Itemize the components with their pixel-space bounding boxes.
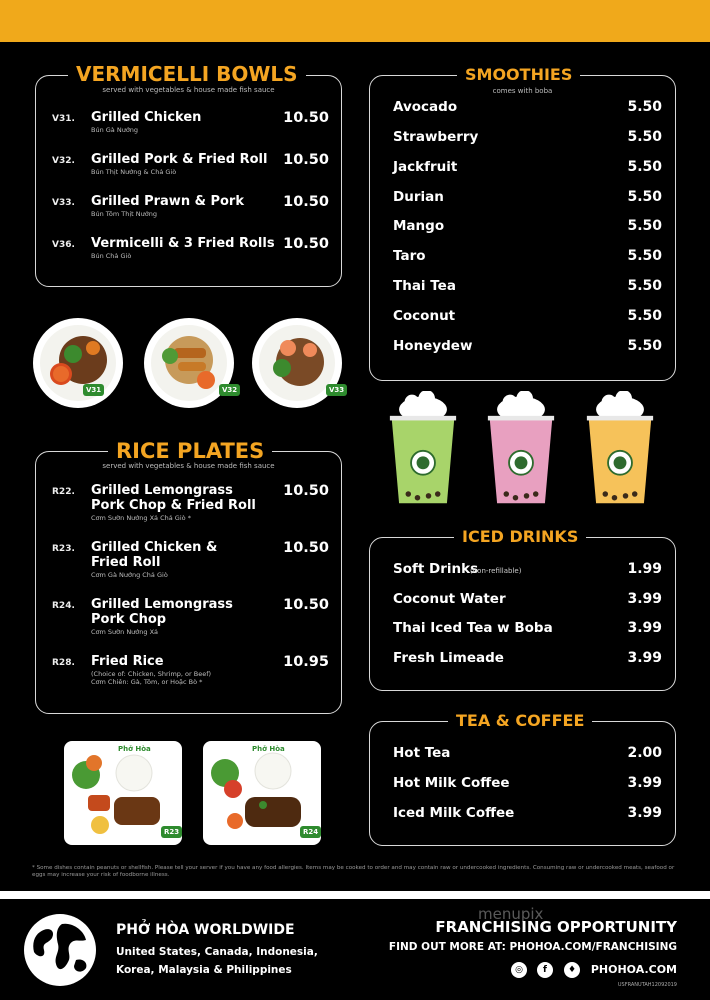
item-name: Grilled Lemongrass [91, 597, 233, 612]
footer-brand: PHỞ HÒA WORLDWIDE [116, 922, 295, 938]
iced-item-fresh-limeade[interactable] [369, 650, 676, 670]
vermicelli-panel [35, 62, 342, 287]
item-name: Grilled Pork & Fried Roll [91, 152, 268, 167]
tea-item-iced-milk-coffee[interactable] [369, 805, 676, 825]
item-price: 10.50 [283, 110, 329, 126]
item-name: Taro [393, 248, 426, 264]
smoothie-item-taro[interactable] [369, 248, 676, 268]
item-price: 10.50 [283, 194, 329, 210]
item-viet-name: Cơm Chiên: Gà, Tôm, or Hoặc Bò * [91, 678, 203, 686]
smoothie-item-avocado[interactable] [369, 99, 676, 119]
item-note: (Choice of: Chicken, Shrimp, or Beef) [91, 670, 212, 678]
rice-panel [35, 439, 342, 714]
item-price: 3.99 [627, 805, 662, 821]
item-name: Strawberry [393, 129, 479, 145]
photo-label-r24: R24 [300, 826, 321, 838]
item-viet-name: Cơm Gà Nướng Chả Giò [91, 571, 168, 579]
item-price: 10.95 [283, 654, 329, 670]
item-name: Coconut Water [393, 591, 506, 607]
item-name-line2: Fried Roll [91, 555, 161, 570]
item-price: 3.99 [627, 775, 662, 791]
item-code: R28. [52, 658, 75, 668]
item-name-line2: Pork Chop & Fried Roll [91, 498, 256, 513]
item-price: 3.99 [627, 620, 662, 636]
item-price: 5.50 [627, 218, 662, 234]
item-code: V32. [52, 156, 75, 166]
item-name: Vermicelli & 3 Fried Rolls [91, 236, 275, 251]
twitter-icon[interactable]: ♦ [564, 962, 580, 978]
item-name: Durian [393, 189, 444, 205]
tea-item-hot-milk-coffee[interactable] [369, 775, 676, 795]
menupix-watermark: menupix [478, 905, 544, 923]
item-code: R23. [52, 544, 75, 554]
footer-code: USFRANUTAH12092019 [617, 982, 677, 988]
smoothie-cup-green [383, 391, 463, 506]
item-name: Soft Drinks [393, 561, 479, 577]
item-viet-name: Cơm Sườn Nướng Xả [91, 628, 159, 636]
item-viet-name: Cơm Sườn Nướng Xả Chả Giò * [91, 514, 191, 522]
iced-item-coconut-water[interactable] [369, 591, 676, 611]
photo-bowl-v31 [33, 318, 123, 408]
item-price: 1.99 [627, 561, 662, 577]
item-code: R22. [52, 487, 75, 497]
allergy-disclaimer: * Some dishes contain peanuts or shellfish. Please tell your server if you have any food allergies. Items may be cooked to order and may contain raw or undercooked ingredients. Consuming raw or undercooked meats, seafood or eggs may increase your risk of foodborne illness. [32, 865, 675, 878]
item-price: 10.50 [283, 483, 329, 499]
footer-countries-line2: Korea, Malaysia & Philippines [116, 964, 292, 976]
item-viet-name: Bún Chả Giò [91, 252, 132, 260]
item-price: 3.99 [627, 650, 662, 666]
item-name: Fried Rice [91, 654, 164, 669]
item-name: Mango [393, 218, 445, 234]
smoothie-item-coconut[interactable] [369, 308, 676, 328]
item-price: 10.50 [283, 236, 329, 252]
item-name: Thai Iced Tea w Boba [393, 620, 553, 636]
photo-logo-r24: Phở Hòa [252, 745, 285, 753]
item-price: 5.50 [627, 308, 662, 324]
facebook-icon[interactable]: f [537, 962, 553, 978]
item-name: Honeydew [393, 338, 473, 354]
item-price: 5.50 [627, 338, 662, 354]
smoothie-item-honeydew[interactable] [369, 338, 676, 358]
section-subtitle-rice: served with vegetables & house made fish sauce [102, 462, 275, 470]
footer-countries-line1: United States, Canada, Indonesia, [116, 946, 318, 958]
footer-franchise-title: FRANCHISING OPPORTUNITY [435, 918, 677, 936]
section-subtitle-smoothies: comes with boba [492, 87, 553, 95]
item-code: V33. [52, 198, 75, 208]
item-price: 2.00 [627, 745, 662, 761]
smoothie-item-jackfruit[interactable] [369, 159, 676, 179]
smoothie-item-strawberry[interactable] [369, 129, 676, 149]
item-name: Jackfruit [393, 159, 458, 175]
smoothie-item-mango[interactable] [369, 218, 676, 238]
item-name: Coconut [393, 308, 456, 324]
photo-label-v31: V31 [83, 384, 104, 396]
globe-icon [22, 912, 98, 988]
item-code: V36. [52, 240, 75, 250]
item-name: Hot Milk Coffee [393, 775, 510, 791]
footer-find-more-link[interactable]: FIND OUT MORE AT: PHOHOA.COM/FRANCHISING [388, 941, 677, 953]
item-name: Fresh Limeade [393, 650, 504, 666]
item-price: 10.50 [283, 152, 329, 168]
item-viet-name: Bún Thịt Nướng & Chả Giò [91, 168, 177, 176]
section-title-iced-drinks: ICED DRINKS [454, 526, 586, 548]
item-note: (non-refillable) [470, 567, 522, 575]
item-name: Grilled Prawn & Pork [91, 194, 244, 209]
item-price: 10.50 [283, 597, 329, 613]
item-price: 5.50 [627, 129, 662, 145]
item-price: 5.50 [627, 99, 662, 115]
item-name: Thai Tea [393, 278, 456, 294]
item-code: V31. [52, 114, 75, 124]
photo-label-v32: V32 [219, 384, 240, 396]
item-code: R24. [52, 601, 75, 611]
item-name-line2: Pork Chop [91, 612, 167, 627]
iced-item-thai-iced-tea[interactable] [369, 620, 676, 640]
item-name: Avocado [393, 99, 458, 115]
item-price: 5.50 [627, 189, 662, 205]
item-name: Hot Tea [393, 745, 451, 761]
item-viet-name: Bún Tôm Thịt Nướng [91, 210, 157, 218]
section-title-tea-coffee: TEA & COFFEE [448, 710, 592, 732]
item-price: 3.99 [627, 591, 662, 607]
section-title-smoothies: SMOOTHIES [457, 64, 580, 86]
item-name: Grilled Chicken [91, 110, 202, 125]
photo-label-r23: R23 [161, 826, 182, 838]
item-name: Grilled Chicken & [91, 540, 218, 555]
item-viet-name: Bún Gà Nướng [91, 126, 139, 134]
instagram-icon[interactable]: ◎ [511, 962, 527, 978]
item-price: 5.50 [627, 159, 662, 175]
section-subtitle-vermicelli: served with vegetables & house made fish sauce [102, 86, 275, 94]
item-name: Grilled Lemongrass [91, 483, 233, 498]
section-title-rice: RICE PLATES [108, 438, 272, 464]
photo-logo-r23: Phở Hòa [118, 745, 151, 753]
smoothie-item-thai-tea[interactable] [369, 278, 676, 298]
top-color-bar [0, 0, 710, 42]
photo-label-v33: V33 [326, 384, 347, 396]
smoothie-cup-pink [481, 391, 561, 506]
footer-website-link[interactable]: PHOHOA.COM [590, 963, 677, 976]
bowl-illustration [33, 318, 123, 408]
item-price: 5.50 [627, 248, 662, 264]
section-title-vermicelli: VERMICELLI BOWLS [68, 62, 306, 86]
iced-item-soft-drinks[interactable] [369, 561, 676, 581]
smoothie-item-durian[interactable] [369, 189, 676, 209]
footer-divider [0, 891, 710, 899]
item-price: 5.50 [627, 278, 662, 294]
item-price: 10.50 [283, 540, 329, 556]
item-name: Iced Milk Coffee [393, 805, 515, 821]
smoothie-cup-orange [580, 391, 660, 506]
tea-item-hot-tea[interactable] [369, 745, 676, 765]
